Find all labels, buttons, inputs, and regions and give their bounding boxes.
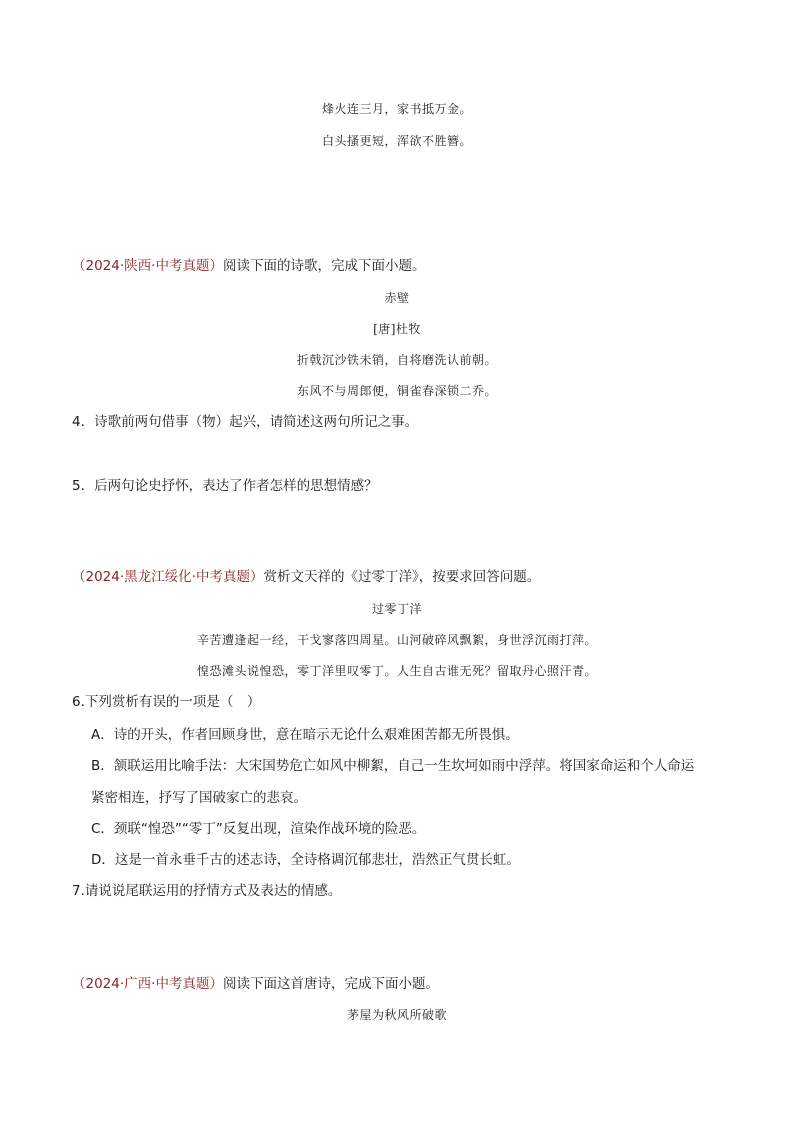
section2-poem-line-1: 辛苦遭逢起一经，干戈寥落四周星。山河破碎风飘絮，身世浮沉雨打萍。 (196, 633, 597, 647)
section3-header (72, 975, 439, 993)
section2-source-close: ） (249, 569, 264, 585)
section1-source: 2024·陕西·中考真题 (85, 258, 210, 274)
section1-source-close: ） (209, 258, 223, 274)
section2-source-open: （ (72, 569, 86, 585)
question-6-option-a: A．诗的开头，作者回顾身世，意在暗示无论什么艰难困苦都无所畏惧。 (91, 727, 519, 743)
question-6-option-d: D．这是一首永垂千古的述志诗，全诗格调沉郁悲壮，浩然正气贯长虹。 (91, 852, 520, 868)
section2-source: 2024·黑龙江绥化·中考真题 (85, 569, 250, 585)
section3-instruction: 阅读下面这首唐诗，完成下面小题。 (222, 976, 439, 992)
section3-source: 2024·广西·中考真题 (85, 976, 210, 992)
question-7: 7.请说说尾联运用的抒情方式及表达的情感。 (72, 883, 342, 899)
section1-poem-author: [唐]杜牧 (373, 322, 421, 336)
question-6-option-b: B．颔联运用比喻手法：大宋国势危亡如风中柳絮，自己一生坎坷如雨中浮萍。将国家命运和个人命运 (91, 758, 695, 774)
question-4: 4．诗歌前两句借事（物）起兴，请简述这两句所记之事。 (72, 414, 419, 430)
fragment-line-1: 烽火连三月，家书抵万金。 (321, 102, 472, 116)
question-6: 6.下列赏析有误的一项是（ ） (72, 694, 261, 710)
section1-poem-line-2: 东风不与周郎便，铜雀春深锁二乔。 (296, 384, 497, 398)
question-6-option-c: C．颈联“惶恐”“零丁”反复出现，渲染作战环境的险恶。 (91, 821, 426, 837)
section2-header (72, 568, 540, 586)
question-5: 5．后两句论史抒怀，表达了作者怎样的思想情感？ (72, 478, 378, 494)
section1-header (72, 257, 425, 275)
section3-source-open: （ (72, 976, 86, 992)
section2-instruction: 赏析文天祥的《过零丁洋》，按要求回答问题。 (263, 569, 541, 585)
section1-poem-line-1: 折戟沉沙铁未销，自将磨洗认前朝。 (296, 353, 497, 367)
question-6-option-b-continued: 紧密相连，抒写了国破家亡的悲哀。 (91, 790, 307, 806)
section1-poem-title: 赤壁 (384, 291, 410, 305)
fragment-line-2: 白头搔更短，浑欲不胜簪。 (321, 134, 472, 148)
section2-poem-title: 过零丁洋 (371, 602, 422, 616)
section3-poem-title: 茅屋为秋风所破歌 (346, 1008, 447, 1022)
section1-source-open: （ (72, 258, 86, 274)
section1-instruction: 阅读下面的诗歌，完成下面小题。 (222, 258, 426, 274)
section2-poem-line-2: 惶恐滩头说惶恐，零丁洋里叹零丁。人生自古谁无死？留取丹心照汗青。 (196, 664, 597, 678)
section3-source-close: ） (209, 976, 223, 992)
